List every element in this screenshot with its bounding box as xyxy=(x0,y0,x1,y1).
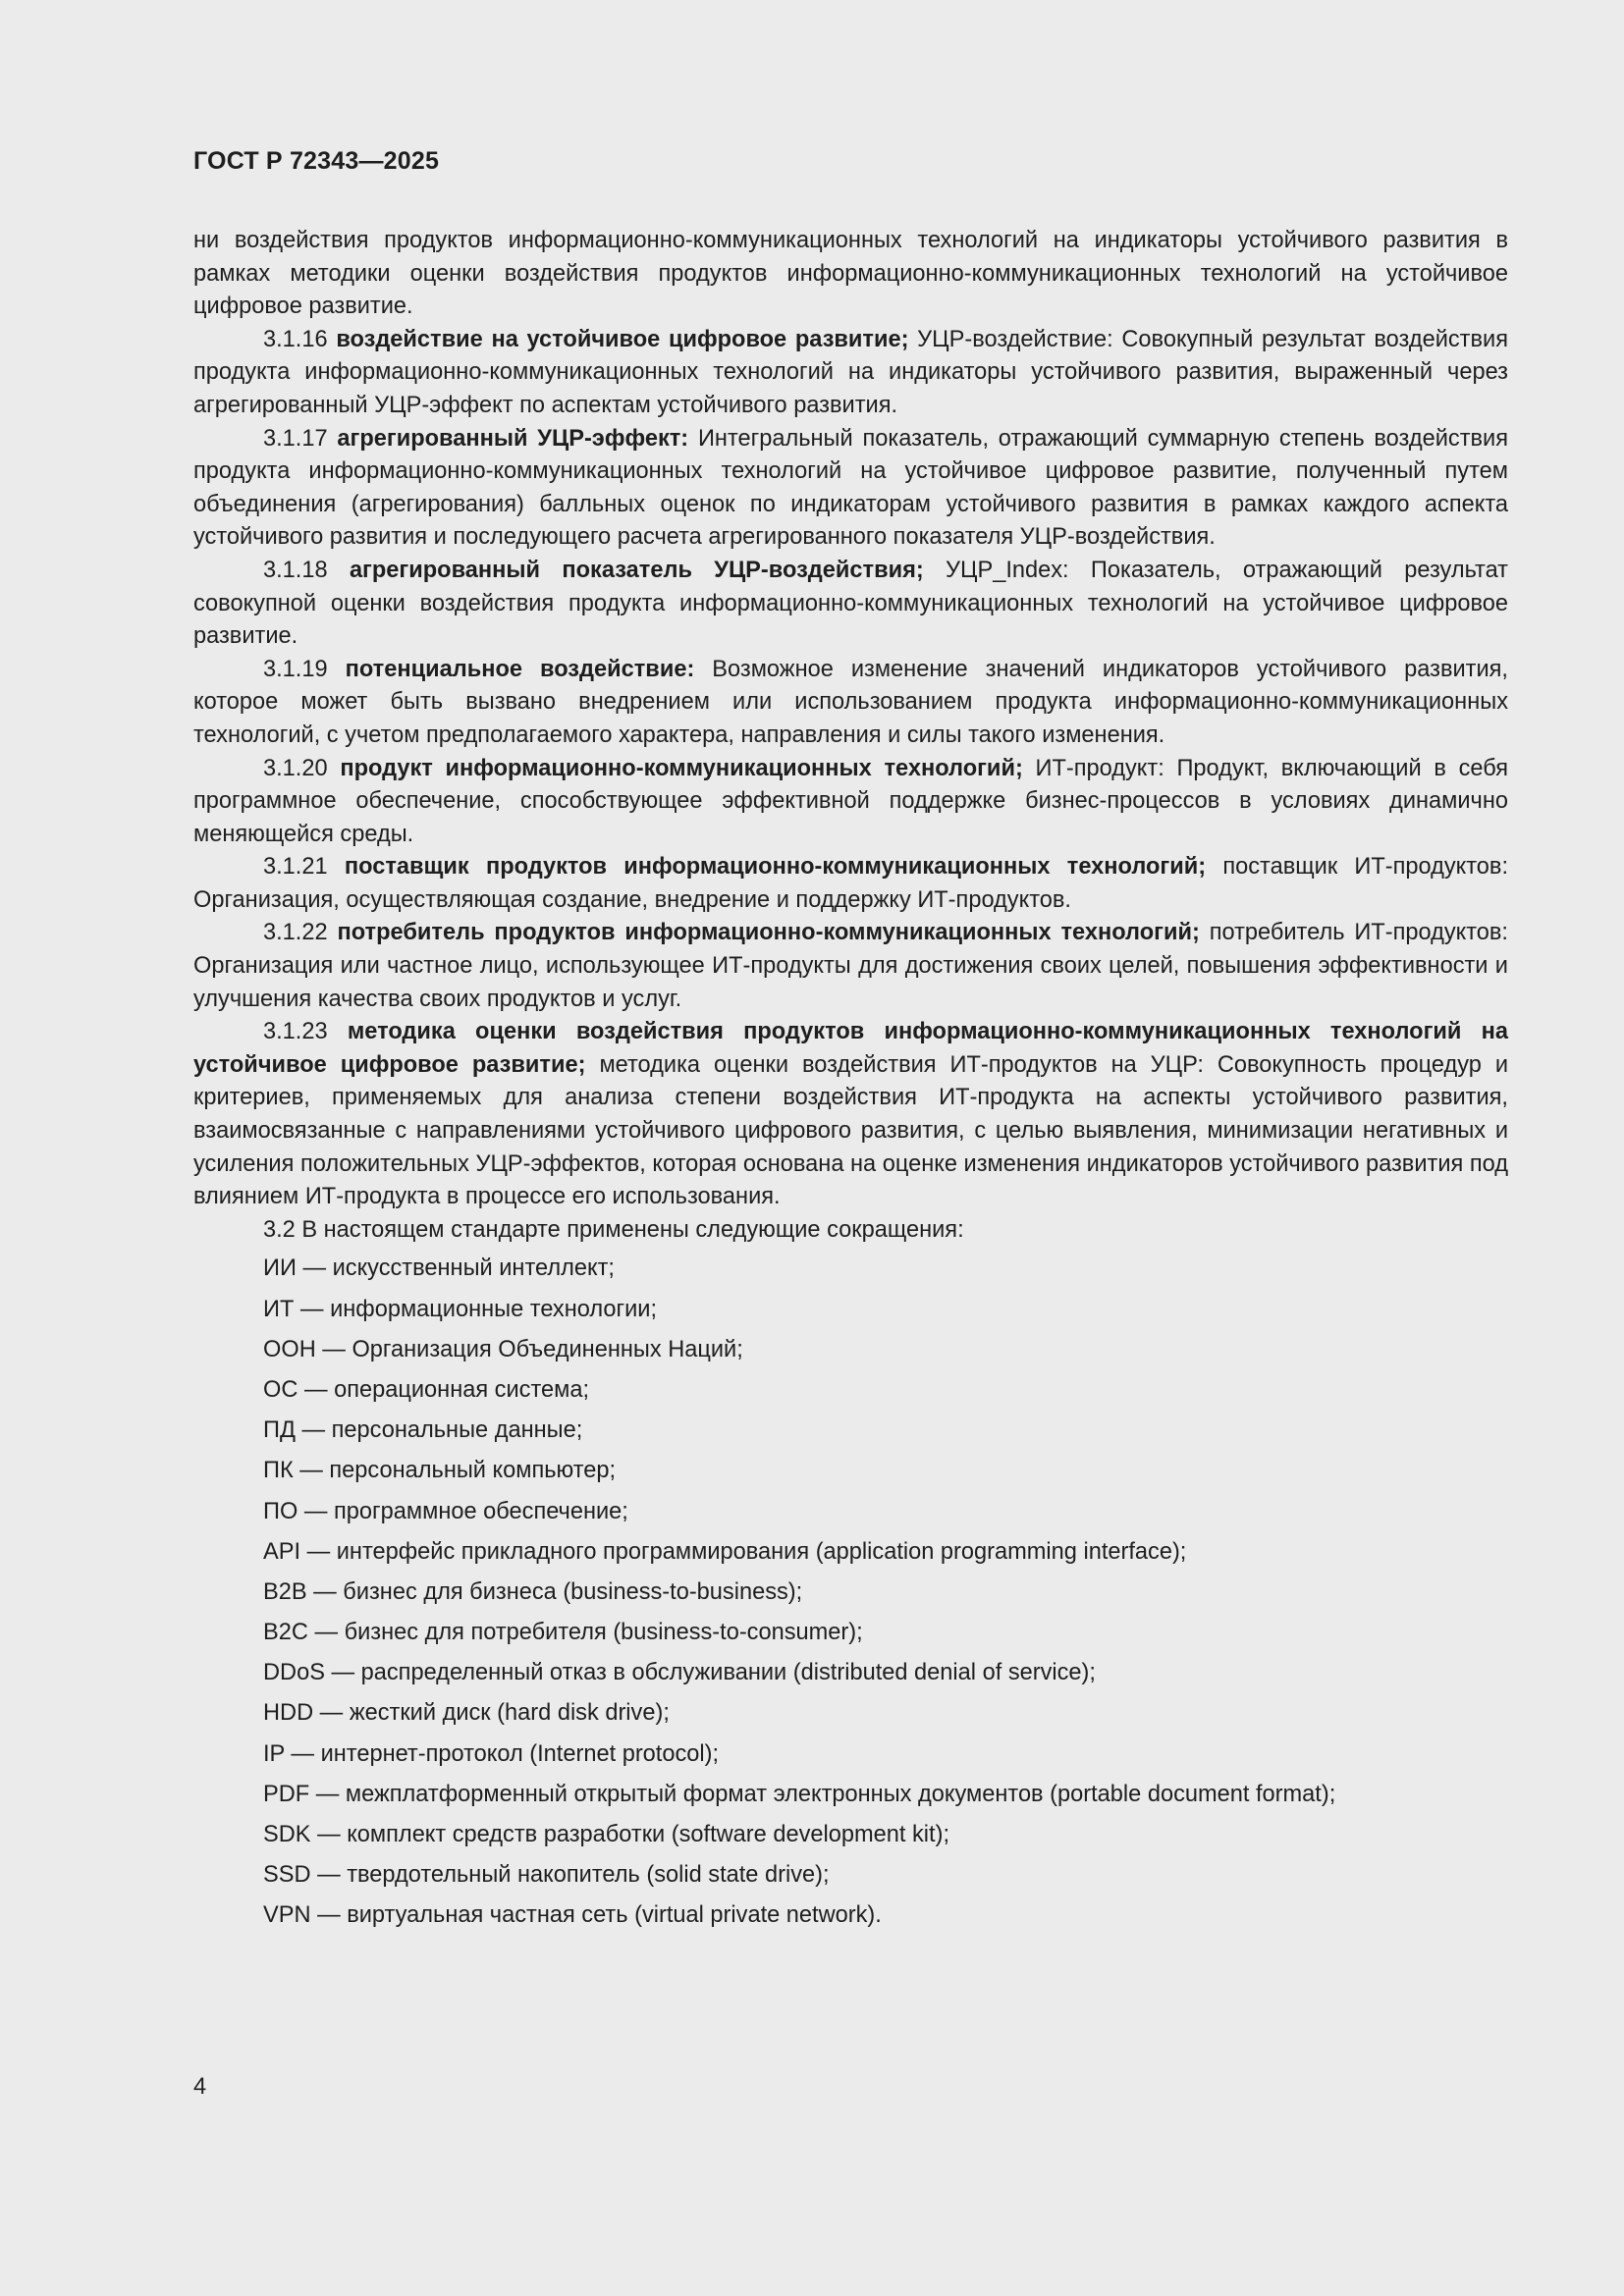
definition-number: 3.1.19 xyxy=(263,656,328,682)
list-item: ООН — Организация Объединенных Наций; xyxy=(263,1336,743,1362)
list-item: SSD — твердотельный накопитель (solid state drive); xyxy=(263,1862,830,1889)
list-item: SDK — комплект средств разработки (software development kit); xyxy=(263,1822,949,1848)
abbreviations-list xyxy=(193,1253,1508,1940)
document-code: ГОСТ Р 72343—2025 xyxy=(193,147,440,175)
list-item: HDD — жесткий диск (hard disk drive); xyxy=(263,1700,670,1727)
list-item: API — интерфейс прикладного программирования (application programming interface); xyxy=(263,1538,1187,1565)
definition-text: УЦР-воздействие: Совокупный результат воздействия продукта информационно-коммуникационных технологий на индикаторы устойчивого развития, выраженный через агрегированный УЦР-эффект по аспектам устойчивого развития. xyxy=(193,326,1508,418)
definition-text: Интегральный показатель, отражающий суммарную степень воздействия продукта информационно-коммуникационных технологий на устойчивое цифровое развитие, полученный путем объединения (агрегирования) балльных оценок по индикаторам устойчивого развития в рамках каждого аспекта устойчивого развития и последующего расчета агрегированного показателя УЦР-воздействия. xyxy=(193,425,1508,551)
definition-3-1-17 xyxy=(193,423,1508,555)
definition-3-1-18 xyxy=(193,555,1508,654)
list-item: B2B — бизнес для бизнеса (business-to-business); xyxy=(263,1578,803,1605)
definition-text: Возможное изменение значений индикаторов устойчивого развития, которое может быть вызвано внедрением или использованием продукта информационно-коммуникационных технологий, с учетом предполагаемого характера, направления и силы такого изменения. xyxy=(193,656,1508,748)
list-item: DDoS — распределенный отказ в обслуживании (distributed denial of service); xyxy=(263,1660,1096,1686)
list-item: VPN — виртуальная частная сеть (virtual private network). xyxy=(263,1902,882,1929)
definition-number: 3.1.17 xyxy=(263,425,328,452)
definition-3-1-21 xyxy=(193,851,1508,917)
definition-term: потребитель продуктов информационно-коммуникационных технологий; xyxy=(337,920,1200,946)
definition-3-1-20 xyxy=(193,753,1508,852)
list-item: ПО — программное обеспечение; xyxy=(263,1498,628,1524)
definition-number: 3.1.21 xyxy=(263,854,328,881)
definition-term: методика оценки воздействия продуктов информационно-коммуникационных технологий на устойчивое цифровое развитие; xyxy=(193,1019,1508,1078)
definition-3-1-16 xyxy=(193,324,1508,423)
definition-text: УЦР_Index: Показатель, отражающий результат совокупной оценки воздействия продукта информационно-коммуникационных технологий на устойчивое цифровое развитие. xyxy=(193,557,1508,650)
list-item: ИТ — информационные технологии; xyxy=(263,1296,658,1322)
definition-text: поставщик ИТ-продуктов: Организация, осуществляющая создание, внедрение и поддержку ИТ-продуктов. xyxy=(193,854,1509,913)
definition-number: 3.1.20 xyxy=(263,755,328,781)
list-item: IP — интернет-протокол (Internet protocol); xyxy=(263,1740,720,1767)
document-body xyxy=(193,225,1508,1941)
definition-number: 3.1.23 xyxy=(263,1019,328,1045)
list-item: B2C — бизнес для потребителя (business-to-consumer); xyxy=(263,1620,863,1646)
list-item: PDF — межплатформенный открытый формат электронных документов (portable document format); xyxy=(263,1781,1336,1807)
definition-term: поставщик продуктов информационно-коммуникационных технологий; xyxy=(344,854,1207,881)
definition-number: 3.1.18 xyxy=(263,557,328,583)
list-item: ПК — персональный компьютер; xyxy=(263,1458,617,1484)
definition-3-1-22 xyxy=(193,917,1508,1016)
definition-term: продукт информационно-коммуникационных технологий; xyxy=(340,755,1023,781)
definition-text: ИТ-продукт: Продукт, включающий в себя программное обеспечение, способствующее эффективной поддержке бизнес-процессов в условиях динамично меняющейся среды. xyxy=(193,755,1509,847)
definition-term: воздействие на устойчивое цифровое развитие; xyxy=(336,326,909,352)
list-item: ПД — персональные данные; xyxy=(263,1417,583,1444)
definition-term: агрегированный УЦР-эффект: xyxy=(337,425,689,452)
abbreviations-intro: 3.2 В настоящем стандарте применены следующие сокращения: xyxy=(263,1216,964,1243)
page-number: 4 xyxy=(193,2074,207,2100)
definition-term: потенциальное воздействие: xyxy=(345,656,695,682)
definition-number: 3.1.16 xyxy=(263,326,328,352)
continuation-paragraph: ни воздействия продуктов информационно-коммуникационных технологий на индикаторы устойчивого развития в рамках методики оценки воздействия продуктов информационно-коммуникационных технологий на устойчивое цифровое развитие. xyxy=(193,228,1508,320)
definition-3-1-19 xyxy=(193,654,1508,753)
definition-number: 3.1.22 xyxy=(263,920,328,946)
definition-3-1-23 xyxy=(193,1016,1508,1214)
definition-text: потребитель ИТ-продуктов: Организация или частное лицо, использующее ИТ-продукты для достижения своих целей, повышения эффективности и улучшения качества своих продуктов и услуг. xyxy=(193,920,1508,1012)
definition-text: методика оценки воздействия ИТ-продуктов на УЦР: Совокупность процедур и критериев, применяемых для анализа степени воздействия ИТ-продукта на аспекты устойчивого развития, взаимосвязанные с направлениями устойчивого цифрового развития, с целью выявления, минимизации негативных и усиления положительных УЦР-эффектов, которая основана на оценке изменения индикаторов устойчивого развития под влиянием ИТ-продукта в процессе его использования. xyxy=(193,1051,1508,1210)
list-item: ОС — операционная система; xyxy=(263,1376,590,1403)
definition-term: агрегированный показатель УЦР-воздействия; xyxy=(349,557,924,583)
list-item: ИИ — искусственный интеллект; xyxy=(263,1255,615,1282)
